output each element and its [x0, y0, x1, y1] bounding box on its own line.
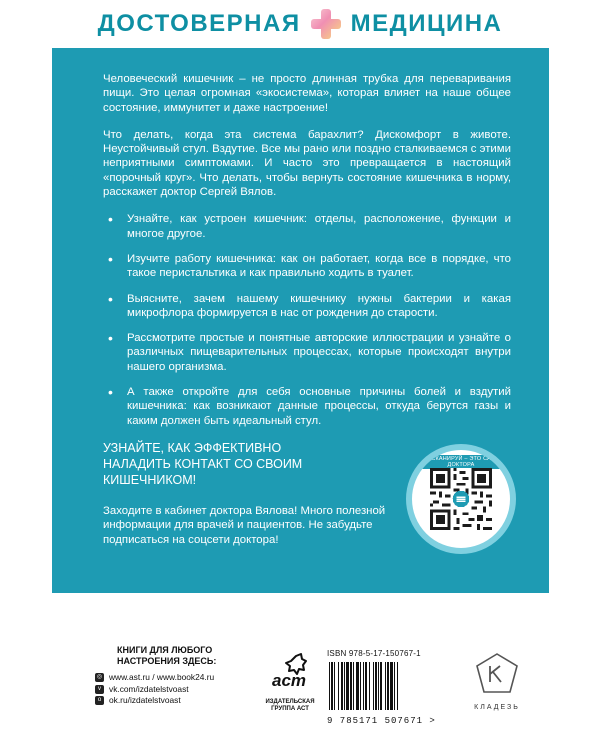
list-item-text: Узнайте, как устроен кишечник: отделы, расположение, функции и многое другое. [127, 213, 511, 240]
intro-paragraph: Человеческий кишечник – не просто длинная трубка для переваривания пищи. Это целая огромная «экосистема», которая влияет на наше общее состояние, иммунитет и даже настроение! [103, 73, 511, 114]
qr-code-badge[interactable] [406, 444, 516, 554]
ok-text: ok.ru/izdatelstvoast [109, 695, 181, 705]
qr-code-icon[interactable] [430, 468, 492, 530]
ean-number: 9 785171 507671 > [327, 716, 436, 726]
medical-cross-icon [311, 9, 341, 39]
series-title-left: ДОСТОВЕРНАЯ [97, 10, 301, 37]
publisher-logo [260, 650, 320, 713]
bullet-icon: • [108, 250, 113, 267]
vk-icon: v [95, 685, 104, 694]
barcode [327, 649, 447, 726]
annotation-panel [52, 48, 549, 593]
series-header [0, 0, 600, 48]
list-item-text: Выясните, зачем нашему кишечнику нужны бактерии и какая микрофлора формируется в нас от рождения до старости. [127, 292, 511, 319]
qr-caption: ОТСКАНИРУЙ – ЭТО САЙТ ДОКТОРА [420, 455, 502, 469]
ast-logo-icon [270, 650, 310, 690]
list-item-text: А также откройте для себя основные причины болей и вздутий кишечника: как возникают данные процессы, откуда берутся газы и каким должен быть идеальный стул. [127, 386, 511, 427]
imprint-name: КЛАДЕЗЬ [474, 704, 520, 711]
bullet-icon: • [108, 211, 113, 228]
ok-icon: o [95, 696, 104, 705]
bullet-icon: • [108, 290, 113, 307]
website-text: www.ast.ru / www.book24.ru [109, 672, 215, 682]
diamond-icon [474, 652, 520, 696]
globe-icon: ◎ [96, 674, 103, 681]
barcode-icon [327, 662, 443, 710]
bullet-icon: • [108, 330, 113, 347]
back-cover-footer [0, 620, 600, 750]
list-item [103, 212, 511, 241]
books-label: КНИГИ ДЛЯ ЛЮБОГО НАСТРОЕНИЯ ЗДЕСЬ: [117, 645, 217, 666]
list-item [103, 331, 511, 374]
website-link[interactable] [95, 672, 214, 684]
isbn-number: ISBN 978-5-17-150767-1 [327, 649, 421, 658]
list-item [103, 292, 511, 321]
publisher-line-1: ИЗДАТЕЛЬСКАЯ [265, 699, 315, 705]
ast-logo-text: аст [272, 671, 307, 690]
publisher-links [95, 672, 214, 707]
ok-link[interactable] [95, 695, 214, 707]
series-title-right: МЕДИЦИНА [350, 10, 503, 37]
imprint-logo [465, 652, 529, 711]
list-item-text: Рассмотрите простые и понятные авторские иллюстрации и узнайте о различных пищеварительных процессах, которые происходят внутри нашего организма. [127, 332, 511, 373]
contact-paragraph: Заходите в кабинет доктора Вялова! Много полезной информации для врачей и пациентов. Не забудьте подписаться на соцсети доктора! [103, 504, 386, 546]
list-item-text: Изучите работу кишечника: как он работает, когда все в порядке, что такое перистальтика и как правильно ходить в туалет. [127, 252, 511, 280]
list-item [103, 385, 511, 428]
vk-text: vk.com/izdatelstvoast [109, 683, 189, 694]
feature-list [103, 212, 511, 428]
problem-paragraph: Что делать, когда эта система барахлит? Дискомфорт в животе. Неустойчивый стул. Вздутие. Все мы рано или поздно сталкиваемся с этими неприятными симптомами. И часто это превращается в настоящий «порочный круг». Что делать, чтобы вернуть состояние кишечника в норму, расскажет доктор Сергей Вялов. [103, 128, 511, 199]
bullet-icon: • [108, 384, 113, 401]
vk-link[interactable] [95, 684, 214, 696]
publisher-line-2: ГРУППА АСТ [271, 706, 309, 712]
list-item [103, 252, 511, 281]
publisher-name [260, 699, 320, 713]
call-to-action: УЗНАЙТЕ, КАК ЭФФЕКТИВНО НАЛАДИТЬ КОНТАКТ СО СВОИМ КИШЕЧНИКОМ! [103, 440, 303, 487]
